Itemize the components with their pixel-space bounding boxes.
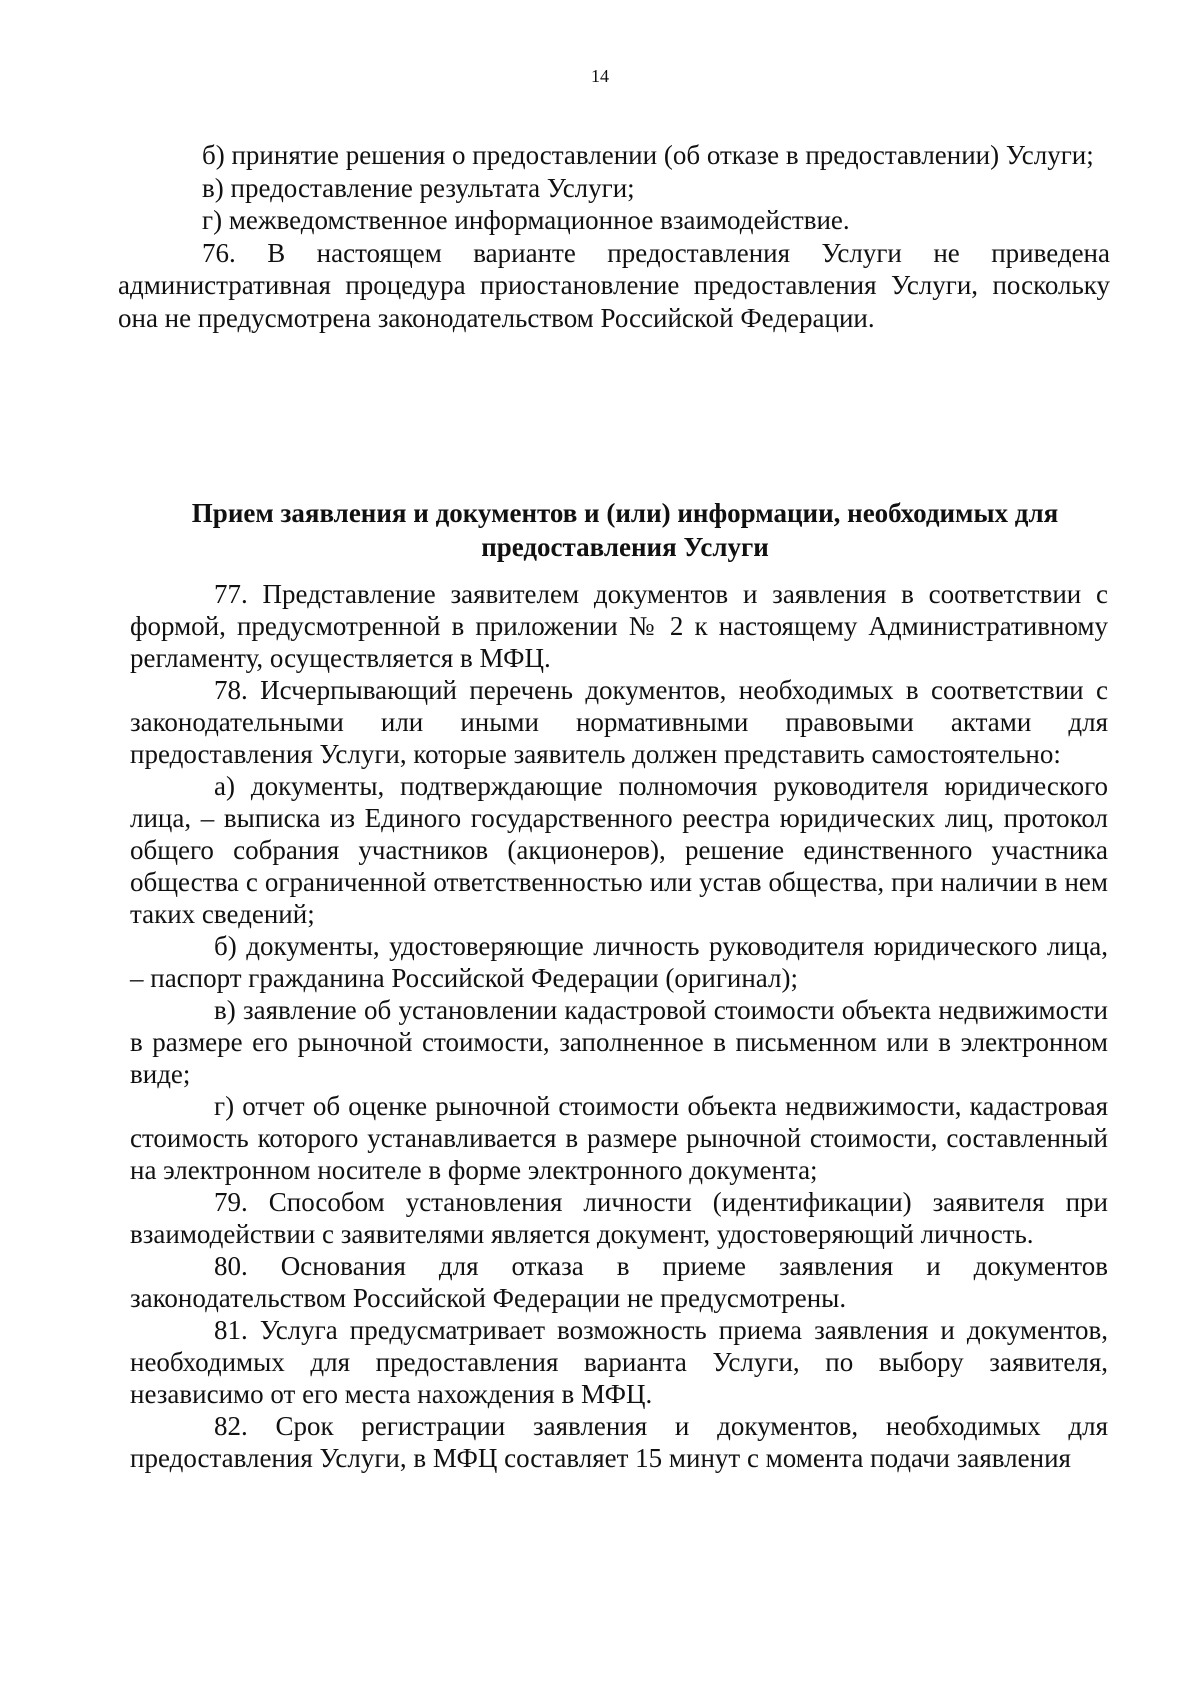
top-section <box>118 139 1110 334</box>
main-section <box>130 578 1108 1474</box>
paragraph-78-a: а) документы, подтверждающие полномочия руководителя юридического лица, – выписка из Единого государственного реестра юридических лиц, протокол общего собрания участников (акционеров), решение единственного участника общества с ограниченной ответственностью или устав общества, при наличии в нем таких сведений; <box>130 771 1108 929</box>
paragraph-78-g: г) отчет об оценке рыночной стоимости объекта недвижимости, кадастровая стоимость которого устанавливается в размере рыночной стоимости, составленный на электронном носителе в форме электронного документа; <box>130 1091 1108 1185</box>
paragraph-78-b: б) документы, удостоверяющие личность руководителя юридического лица, – паспорт гражданина Российской Федерации (оригинал); <box>130 931 1108 993</box>
paragraph-81: 81. Услуга предусматривает возможность приема заявления и документов, необходимых для предоставления варианта Услуги, по выбору заявителя, независимо от его места нахождения в МФЦ. <box>130 1315 1108 1409</box>
paragraph-77: 77. Представление заявителем документов и заявления в соответствии с формой, предусмотренной в приложении № 2 к настоящему Административному регламенту, осуществляется в МФЦ. <box>130 579 1108 673</box>
page-number: 14 <box>591 66 609 86</box>
paragraph-78-v: в) заявление об установлении кадастровой стоимости объекта недвижимости в размере его рыночной стоимости, заполненное в письменном или в электронном виде; <box>130 995 1108 1089</box>
paragraph-79: 79. Способом установления личности (идентификации) заявителя при взаимодействии с заявителями является документ, удостоверяющий личность. <box>130 1187 1108 1249</box>
paragraph-g-interaction: г) межведомственное информационное взаимодействие. <box>202 205 850 235</box>
section-heading <box>150 496 1100 564</box>
paragraph-76: 76. В настоящем варианте предоставления Услуги не приведена административная процедура приостановление предоставления Услуги, поскольку она не предусмотрена законодательством Российской Федерации. <box>118 237 1110 333</box>
section-heading-line-2: предоставления Услуги <box>481 532 769 562</box>
paragraph-v-result: в) предоставление результата Услуги; <box>202 172 635 203</box>
section-heading-line-1: Прием заявления и документов и (или) информации, необходимых для <box>191 498 1059 528</box>
paragraph-b-decision: б) принятие решения о предоставлении (об отказе в предоставлении) Услуги; <box>202 140 1094 170</box>
paragraph-82: 82. Срок регистрации заявления и документов, необходимых для предоставления Услуги, в МФЦ составляет 15 минут с момента подачи заявления <box>130 1411 1108 1473</box>
paragraph-80: 80. Основания для отказа в приеме заявления и документов законодательством Российской Федерации не предусмотрены. <box>130 1251 1108 1313</box>
paragraph-78: 78. Исчерпывающий перечень документов, необходимых в соответствии с законодательными или иными нормативными правовыми актами для предоставления Услуги, которые заявитель должен представить самостоятельно: <box>130 675 1108 769</box>
